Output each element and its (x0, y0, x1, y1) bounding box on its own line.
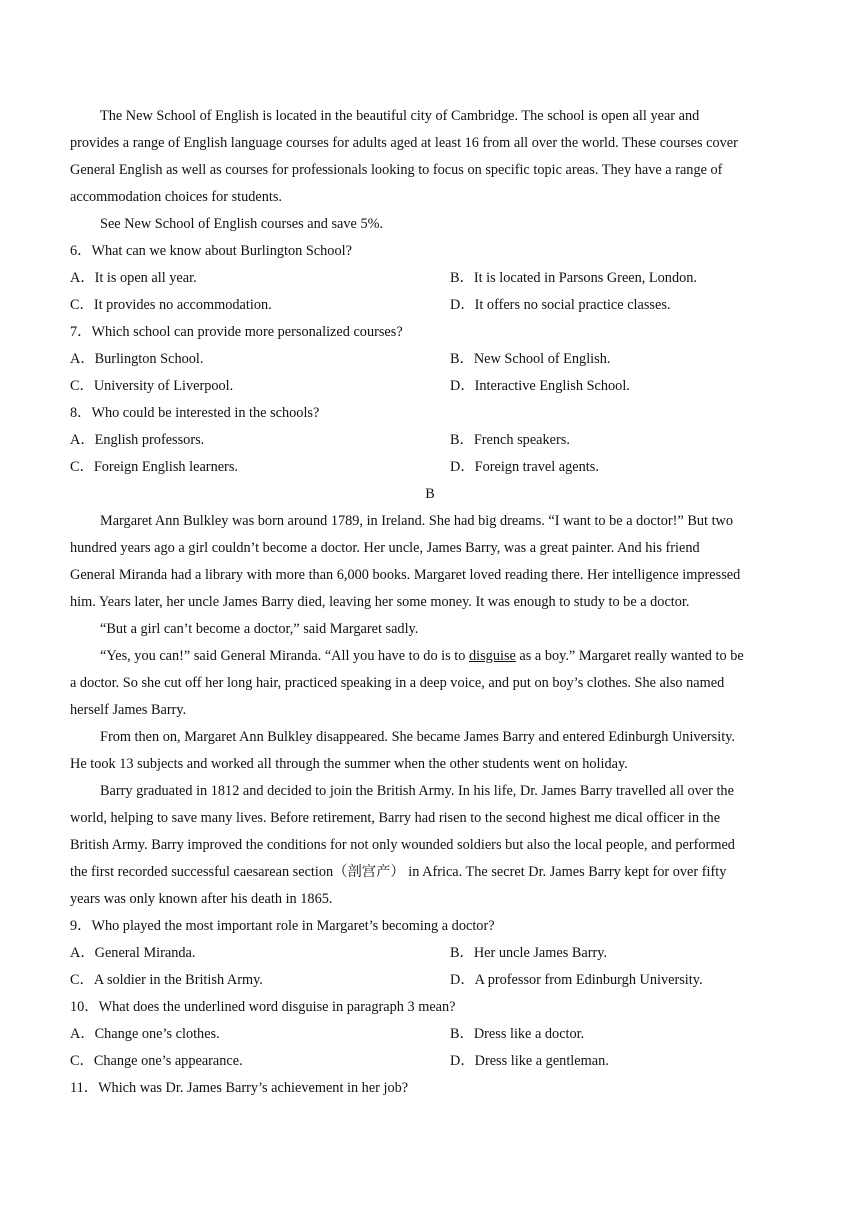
question-stem-7: 7．Which school can provide more personalized courses? (70, 324, 403, 340)
option-c: C．Change one’s appearance. (70, 1053, 243, 1069)
question-stem-6: 6．What can we know about Burlington School? (70, 243, 352, 259)
option-c: C．Foreign English learners. (70, 459, 238, 475)
paragraph-5-line: years was only known after his death in 1865. (70, 891, 333, 907)
passage-a-line: General English as well as courses for professionals looking to focus on specific topic areas. They have a range of (70, 162, 723, 178)
paragraph-1-line: General Miranda had a library with more than 6,000 books. Margaret loved reading there. Her intelligence impressed (70, 567, 741, 583)
option-row (70, 373, 790, 400)
paragraph-4-line: He took 13 subjects and worked all through the summer when the other students went on holiday. (70, 756, 628, 772)
option-a: A．Change one’s clothes. (70, 1026, 220, 1042)
paragraph-3-text: “Yes, you can!” said General Miranda. “All you have to do is to (100, 648, 469, 664)
option-d: D．A professor from Edinburgh University. (450, 972, 703, 988)
option-a: A．It is open all year. (70, 270, 197, 286)
paragraph-2: “But a girl can’t become a doctor,” said Margaret sadly. (100, 621, 419, 637)
option-row (70, 427, 790, 454)
option-b: B．Dress like a doctor. (450, 1026, 585, 1042)
option-c: C．It provides no accommodation. (70, 297, 272, 313)
option-b: B．It is located in Parsons Green, London. (450, 270, 697, 286)
option-d: D．Dress like a gentleman. (450, 1053, 609, 1069)
option-a: A．Burlington School. (70, 351, 204, 367)
paragraph-5-line: Barry graduated in 1812 and decided to join the British Army. In his life, Dr. James Barry travelled all over the (100, 783, 734, 799)
document-page (70, 103, 790, 1102)
paragraph-3-text: as a boy.” Margaret really wanted to be (515, 648, 744, 664)
paragraph-5-line: world, helping to save many lives. Before retirement, Barry had risen to the second highest me dical officer in the (70, 810, 721, 826)
option-row (70, 967, 790, 994)
option-row (70, 1021, 790, 1048)
option-row (70, 346, 790, 373)
option-row (70, 265, 790, 292)
paragraph-5-line: British Army. Barry improved the conditions for not only wounded soldiers but also the local people, and performed (70, 837, 735, 853)
question-stem-8: 8．Who could be interested in the schools? (70, 405, 320, 421)
paragraph-1-line: Margaret Ann Bulkley was born around 1789, in Ireland. She had big dreams. “I want to be a doctor!” But two (100, 513, 734, 529)
section-heading: B (425, 486, 435, 502)
underlined-word: disguise (468, 648, 516, 664)
passage-a-line: provides a range of English language courses for adults aged at least 16 from all over the world. These courses cover (70, 135, 738, 151)
paragraph-1-line: him. Years later, her uncle James Barry died, leaving her some money. It was enough to study to be a doctor. (70, 594, 690, 610)
option-c: C．A soldier in the British Army. (70, 972, 263, 988)
option-a: A．English professors. (70, 432, 205, 448)
paragraph-3-line: a doctor. So she cut off her long hair, practiced speaking in a deep voice, and put on boy’s clothes. She also named (70, 675, 725, 691)
option-d: D．It offers no social practice classes. (450, 297, 671, 313)
option-c: C．University of Liverpool. (70, 378, 234, 394)
question-stem-11: 11．Which was Dr. James Barry’s achievement in her job? (70, 1080, 409, 1096)
option-d: D．Foreign travel agents. (450, 459, 599, 475)
paragraph-3-line: herself James Barry. (70, 702, 187, 718)
passage-a-line: accommodation choices for students. (70, 189, 283, 205)
option-row (70, 940, 790, 967)
option-row (70, 292, 790, 319)
option-row (70, 1048, 790, 1075)
passage-a-line: The New School of English is located in the beautiful city of Cambridge. The school is open all year and (100, 108, 700, 124)
paragraph-4-line: From then on, Margaret Ann Bulkley disappeared. She became James Barry and entered Edinburgh University. (100, 729, 735, 745)
option-b: B．Her uncle James Barry. (450, 945, 608, 961)
option-b: B．French speakers. (450, 432, 570, 448)
paragraph-3-line (70, 643, 790, 670)
question-stem-9: 9．Who played the most important role in Margaret’s becoming a doctor? (70, 918, 495, 934)
option-d: D．Interactive English School. (450, 378, 630, 394)
option-a: A．General Miranda. (70, 945, 196, 961)
question-stem-10: 10．What does the underlined word disguise in paragraph 3 mean? (70, 999, 456, 1015)
option-b: B．New School of English. (450, 351, 611, 367)
paragraph-5-line: the first recorded successful caesarean section（剖宫产） in Africa. The secret Dr. James Barry kept for over fifty (70, 864, 727, 880)
option-row (70, 454, 790, 481)
passage-a-line: See New School of English courses and save 5%. (100, 216, 384, 232)
paragraph-1-line: hundred years ago a girl couldn’t become a doctor. Her uncle, James Barry, was a great painter. And his friend (70, 540, 700, 556)
